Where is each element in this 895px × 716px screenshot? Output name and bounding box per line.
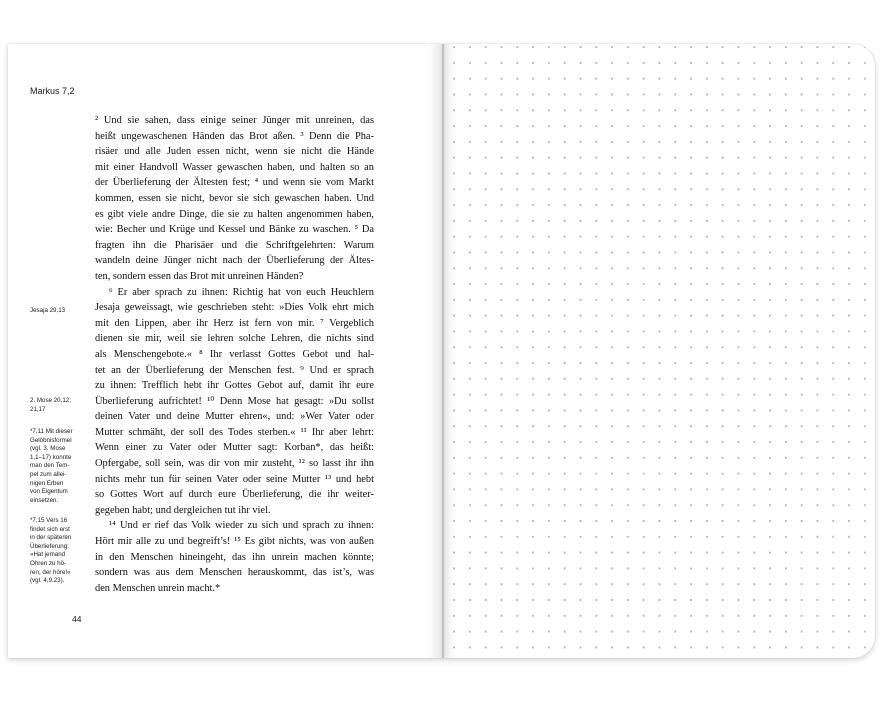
- margin-note-line: Überlieferung:: [30, 542, 69, 550]
- margin-note-line: findet sich erst: [30, 525, 70, 533]
- margin-note-line: (vgl. 3. Mose: [30, 445, 66, 453]
- text-line: dienen sie mir, weil sie lehren solche Lehren, die nichts sind: [95, 333, 374, 345]
- text-line: Wenn einer zu Vater oder Mutter sagt: Korban*, das heißt:: [95, 442, 374, 454]
- margin-note-line: von Eigentum: [30, 488, 68, 496]
- text-line: in den Menschen hineingeht, das ihn unrein machen könnte;: [95, 551, 374, 563]
- gutter-shadow-right: [442, 44, 456, 658]
- text-line: gegeben habt; und dergleichen tut ihr viel.: [95, 504, 271, 516]
- margin-note-line: *7,11 Mit dieser: [30, 428, 73, 435]
- margin-note-line: »Hat jemand: [30, 551, 66, 559]
- text-line: wie: Becher und Krüge und Kessel und Bänke zu waschen. ⁵ Da: [95, 224, 374, 236]
- page-number: 44: [72, 614, 82, 624]
- text-line: deinen Vater und deine Mutter ehren«, und: »Wer Vater oder: [95, 411, 374, 423]
- text-line: tet an der Überlieferung der Menschen fest. ⁹ Und er sprach: [95, 364, 374, 376]
- text-line: sondern was aus dem Menschen herauskommt, das ist’s, was: [95, 567, 374, 579]
- text-line: als Menschengebote.« ⁸ Ihr verlasst Gottes Gebot und hal-: [95, 348, 374, 360]
- text-line: nichts mehr tun für seinen Vater oder seine Mutter ¹³ und hebt: [95, 473, 374, 485]
- margin-note-cross-reference: [30, 397, 78, 414]
- text-line: Opfergabe, soll sein, was dir von mir zusteht, ¹² so lasst ihr ihn: [95, 458, 374, 470]
- margin-note-footnote: [30, 517, 78, 586]
- margin-note-footnote: [30, 428, 78, 505]
- margin-note-line: 1,1–17) konnte: [30, 453, 72, 461]
- scripture-text: [95, 113, 374, 596]
- margin-note-line: in der späteren: [30, 534, 72, 542]
- text-line: mit den Lippen, aber ihr Herz ist fern von mir. ⁷ Vergeblich: [95, 317, 374, 329]
- margin-note-line: *7,15 Vers 16: [30, 517, 68, 524]
- text-line: Jesaja geweissagt, wie geschrieben steht: »Dies Volk ehrt mich: [95, 302, 374, 314]
- margin-note-line: (vgl. 4,9.23).: [30, 577, 65, 585]
- text-line: kommen, essen sie nicht, bevor sie sich gewaschen haben. Und: [95, 192, 374, 204]
- text-line: Überlieferung aufrichtet! ¹⁰ Denn Mose hat gesagt: »Du sollst: [95, 395, 374, 407]
- text-line: Mutter schmäht, der soll des Todes sterben.« ¹¹ Ihr aber lehrt:: [95, 426, 374, 438]
- margin-note-line: Gelöbnisformel: [30, 436, 72, 444]
- running-head: Markus 7,2: [30, 86, 75, 96]
- text-line: mit einer Handvoll Wasser gewaschen haben, und halten so an: [95, 161, 374, 173]
- text-line: heißt ungewaschenen Händen das Brot aßen. ³ Denn die Pha-: [95, 130, 374, 142]
- text-line: den Menschen unrein macht.*: [95, 582, 221, 594]
- margin-note-line: man den Tem-: [30, 462, 70, 470]
- text-line: zu ihnen: Trefflich hebt ihr Gottes Gebot auf, damit ihr eure: [95, 380, 374, 392]
- text-line: es gibt viele andre Dinge, die sie zu halten angenommen haben,: [95, 208, 374, 220]
- open-book: [8, 44, 875, 658]
- text-line: fragten ihn die Pharisäer und die Schriftgelehrten: Warum: [95, 239, 374, 251]
- text-line: ¹⁴ Und er rief das Volk wieder zu sich und sprach zu ihnen:: [109, 520, 374, 532]
- text-line: ⁶ Er aber sprach zu ihnen: Richtig hat von euch Heuchlern: [109, 286, 374, 298]
- margin-note-line: ren, der höre!«: [30, 568, 71, 576]
- text-line: wandeln deine Jünger nicht nach der Überlieferung der Ältes-: [95, 255, 374, 267]
- text-line: ² Und sie sahen, dass einige seiner Jünger mit unreinen, das: [95, 115, 374, 126]
- text-line: so Gottes Wort auf durch eure Überlieferung, die ihr weiter-: [95, 489, 374, 501]
- margin-note-line: nigen Erben: [30, 479, 64, 487]
- margin-note-line: Jesaja 29,13: [30, 307, 66, 314]
- margin-note-line: einsetzen.: [30, 496, 59, 504]
- margin-note-line: 2. Mose 20,12;: [30, 397, 71, 404]
- margin-note-line: Ohren zu hö-: [30, 559, 67, 567]
- text-line: Hört mir alle zu und begreift’s! ¹⁵ Es gibt nichts, was von außen: [95, 536, 374, 548]
- margin-note-cross-reference: [30, 307, 78, 316]
- margin-note-line: 21,17: [30, 405, 46, 413]
- text-line: risäer und alle Juden essen nicht, wenn sie nicht die Hände: [95, 146, 374, 158]
- text-line: ten, sondern essen das Brot mit unreinen Händen?: [95, 270, 304, 282]
- right-page-dot-grid: [442, 44, 875, 658]
- left-page: [8, 44, 440, 658]
- text-line: der Überlieferung der Ältesten fest; ⁴ und wenn sie vom Markt: [95, 177, 374, 189]
- margin-note-line: pel zum allei-: [30, 470, 67, 478]
